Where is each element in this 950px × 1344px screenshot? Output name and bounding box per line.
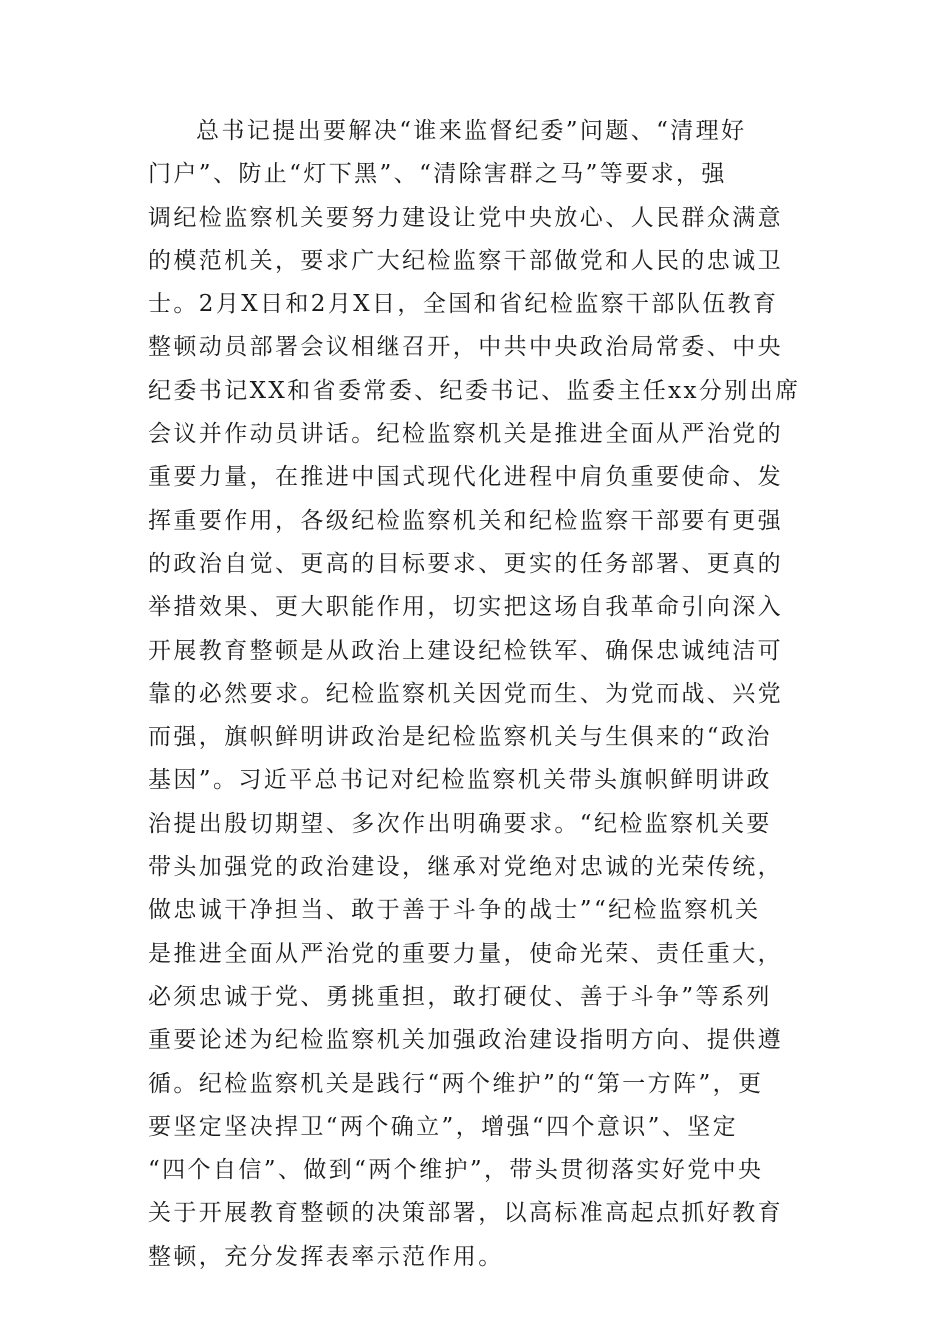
text-line: 举措效果、更大职能作用，切实把这场自我革命引向深入 — [148, 594, 783, 621]
text-line: 循。纪检监察机关是践行“两个维护”的“第一方阵”，更 — [148, 1070, 764, 1097]
text-line: 总书记提出要解决“谁来监督纪委”问题、“清理好 — [196, 118, 747, 144]
text-line: 带头加强党的政治建设，继承对党绝对忠诚的光荣传统， — [148, 854, 783, 881]
text-line: 会议并作动员讲话。纪检监察机关是推进全面从严治党的 — [148, 421, 783, 448]
text-line: 必须忠诚于党、勇挑重担，敢打硬仗、善于斗争”等系列 — [148, 983, 772, 1010]
text-line: 整顿，充分发挥表率示范作用。 — [148, 1243, 504, 1270]
text-line: 整顿动员部署会议相继召开，中共中央政治局常委、中央 — [148, 334, 783, 361]
text-line: 基因”。习近平总书记对纪检监察机关带头旗帜鲜明讲政 — [148, 767, 772, 794]
text-line: 是推进全面从严治党的重要力量，使命光荣、责任重大， — [148, 940, 783, 967]
text-line: 纪委书记XX和省委常委、纪委书记、监委主任xx分别出席 — [148, 377, 801, 404]
text-line: 开展教育整顿是从政治上建设纪检铁军、确保忠诚纯洁可 — [148, 637, 783, 664]
text-line: 关于开展教育整顿的决策部署，以高标准高起点抓好教育 — [148, 1200, 783, 1227]
text-line: 靠的必然要求。纪检监察机关因党而生、为党而战、兴党 — [148, 680, 783, 707]
text-line: 重要论述为纪检监察机关加强政治建设指明方向、提供遵 — [148, 1027, 783, 1054]
text-line: 士。2月X日和2月X日，全国和省纪检监察干部队伍教育 — [148, 291, 779, 318]
text-line: 调纪检监察机关要努力建设让党中央放心、人民群众满意 — [148, 204, 783, 231]
text-line: 做忠诚干净担当、敢于善于斗争的战士”“纪检监察机关 — [148, 897, 761, 924]
text-line: “四个自信”、做到“两个维护”，带头贯彻落实好党中央 — [148, 1157, 764, 1184]
text-line: 治提出殷切期望、多次作出明确要求。“纪检监察机关要 — [148, 810, 772, 837]
document-body — [148, 110, 808, 1279]
text-line: 要坚定坚决捍卫“两个确立”，增强“四个意识”、坚定 — [148, 1113, 739, 1140]
text-line: 重要力量，在推进中国式现代化进程中肩负重要使命、发 — [148, 464, 783, 491]
text-line: 的模范机关，要求广大纪检监察干部做党和人民的忠诚卫 — [148, 247, 783, 274]
text-line: 而强，旗帜鲜明讲政治是纪检监察机关与生俱来的“政治 — [148, 724, 772, 751]
text-line: 门户”、防止“灯下黑”、“清除害群之马”等要求，强 — [148, 161, 727, 188]
text-line: 的政治自觉、更高的目标要求、更实的任务部署、更真的 — [148, 550, 783, 577]
text-line: 挥重要作用，各级纪检监察机关和纪检监察干部要有更强 — [148, 507, 783, 534]
